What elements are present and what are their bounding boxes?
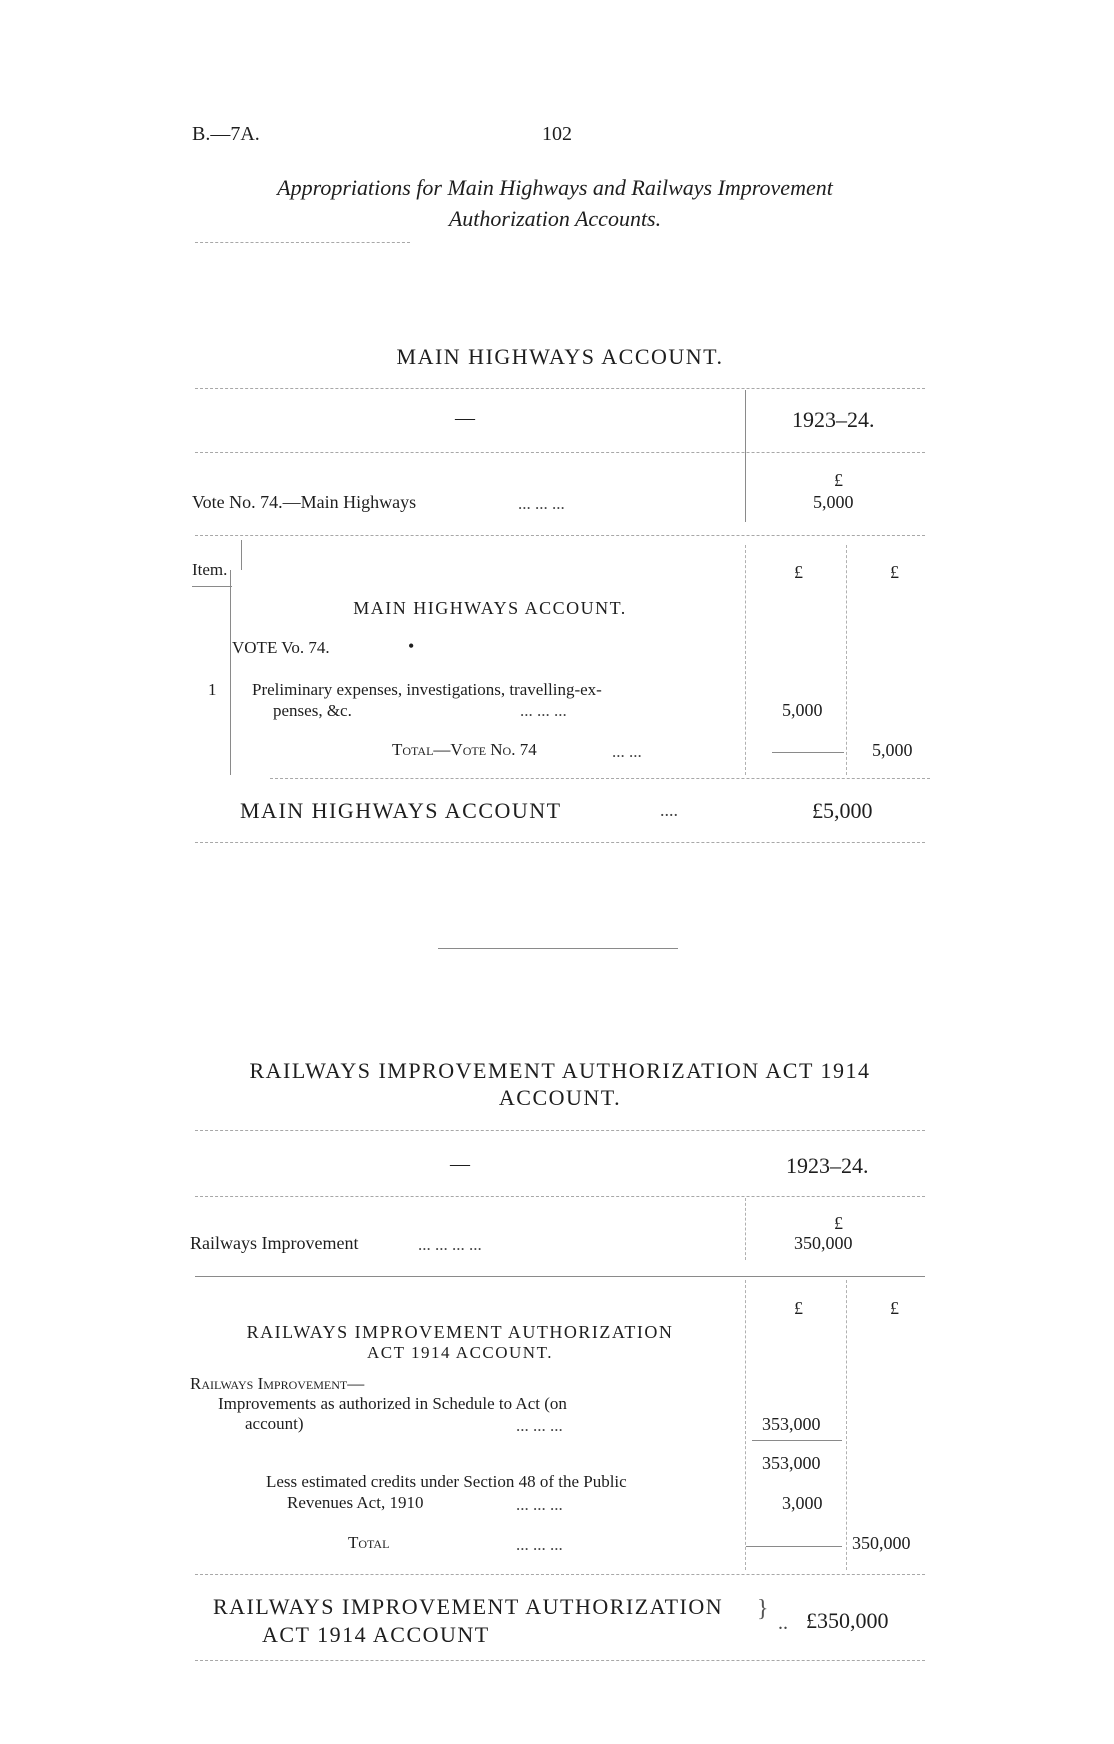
main-highways-total-amount: £5,000 — [812, 798, 873, 823]
railways-detail-heading-line-2: ACT 1914 ACCOUNT. — [367, 1343, 553, 1362]
page-title-line-1: Appropriations for Main Highways and Railways Improvement — [277, 175, 833, 200]
item-column-divider — [230, 570, 231, 775]
railways-detail-column-divider-1 — [745, 1280, 746, 1570]
railways-less-amount: 3,000 — [782, 1493, 823, 1513]
item-column-divider-top — [241, 540, 242, 570]
railways-summary-top-rule — [195, 1130, 925, 1131]
main-highways-total-label: MAIN HIGHWAYS ACCOUNT — [240, 798, 562, 823]
summary-year-heading: 1923–24. — [792, 407, 875, 432]
vote-total-leader: ... ... — [612, 742, 642, 761]
summary-currency: £ — [834, 470, 843, 490]
title-underline — [195, 242, 410, 243]
railways-total-amount: 350,000 — [852, 1533, 911, 1553]
item-description-line-2: penses, &c. — [273, 701, 352, 720]
railways-item-rule — [752, 1440, 842, 1441]
railways-item-leader: ... ... ... — [516, 1416, 563, 1435]
railways-summary-label: Railways Improvement — [190, 1233, 359, 1253]
railways-total-label: Total — [348, 1533, 390, 1552]
section-separator — [438, 948, 678, 949]
railways-detail-bottom-rule — [195, 1574, 925, 1575]
railways-total-rule — [746, 1546, 842, 1547]
railways-less-line-1: Less estimated credits under Section 48 of the Public — [266, 1472, 627, 1491]
summary-dash: — — [455, 407, 475, 429]
vote-total-amount: 5,000 — [872, 740, 913, 760]
page-number: 102 — [542, 123, 572, 145]
railways-summary-column-divider — [745, 1198, 746, 1260]
detail-sub-heading: MAIN HIGHWAYS ACCOUNT. — [353, 598, 627, 618]
railways-less-leader: ... ... ... — [516, 1495, 563, 1514]
vote-label: Vote No. 74.—Main Highways — [192, 492, 417, 512]
item-header: Item. — [192, 560, 228, 579]
detail-column-divider-2 — [846, 545, 847, 775]
item-header-underline — [192, 586, 232, 587]
vote-total-label: Total—Vote No. 74 — [392, 740, 537, 759]
railways-total-label-line-2: ACT 1914 ACCOUNT — [262, 1622, 490, 1647]
main-highways-footer-rule — [195, 842, 925, 843]
railways-year-heading: 1923–24. — [786, 1153, 869, 1178]
railways-summary-bottom-rule — [195, 1276, 925, 1277]
railways-item-amount: 353,000 — [762, 1414, 821, 1434]
summary-bottom-rule — [195, 535, 925, 536]
detail-column-divider-1 — [745, 545, 746, 775]
detail-currency-1: £ — [794, 562, 803, 582]
vote-amount: 5,000 — [813, 492, 854, 512]
main-highways-heading: MAIN HIGHWAYS ACCOUNT. — [396, 344, 724, 369]
summary-header-rule — [195, 452, 925, 453]
railways-less-line-2: Revenues Act, 1910 — [287, 1493, 424, 1512]
detail-currency-2: £ — [890, 562, 899, 582]
railways-footer-rule — [195, 1660, 925, 1661]
railways-heading-line-2: ACCOUNT. — [498, 1085, 622, 1110]
railways-summary-header-rule — [195, 1196, 925, 1197]
railways-detail-heading-line-1: RAILWAYS IMPROVEMENT AUTHORIZATION — [246, 1322, 674, 1342]
railways-footer-amount: £350,000 — [806, 1608, 889, 1633]
main-highways-total-leader: .... — [660, 800, 678, 820]
railways-detail-currency-2: £ — [890, 1298, 899, 1318]
railways-detail-column-divider-2 — [846, 1280, 847, 1570]
railways-summary-amount: 350,000 — [794, 1233, 853, 1253]
railways-footer-brace: } — [757, 1596, 769, 1622]
document-reference: B.—7A. — [192, 123, 260, 145]
railways-footer-leader: .. — [778, 1612, 788, 1634]
railways-summary-leader: ... ... ... ... — [418, 1235, 482, 1254]
vote-total-rule — [772, 752, 844, 753]
railways-category: Railways Improvement— — [190, 1374, 365, 1393]
railways-summary-currency: £ — [834, 1213, 843, 1233]
item-leader: ... ... ... — [520, 701, 567, 720]
railways-item-line-1: Improvements as authorized in Schedule to Act (on — [218, 1394, 567, 1413]
railways-total-label-line-1: RAILWAYS IMPROVEMENT AUTHORIZATION — [213, 1594, 724, 1619]
railways-summary-dash: — — [450, 1153, 470, 1175]
railways-subtotal: 353,000 — [762, 1453, 821, 1473]
item-number: 1 — [208, 680, 217, 699]
vote-leader: ... ... ... — [518, 494, 565, 513]
detail-bottom-rule — [270, 778, 930, 779]
railways-item-line-2: account) — [245, 1414, 304, 1433]
summary-top-rule — [195, 388, 925, 389]
vote-sub-heading: VOTE Vo. 74. — [232, 638, 330, 657]
railways-total-leader: ... ... ... — [516, 1535, 563, 1554]
railways-detail-currency-1: £ — [794, 1298, 803, 1318]
summary-column-divider — [745, 390, 746, 522]
item-description-line-1: Preliminary expenses, investigations, travelling-ex- — [252, 680, 602, 699]
stray-mark: • — [408, 636, 415, 656]
railways-heading-line-1: RAILWAYS IMPROVEMENT AUTHORIZATION ACT 1914 — [249, 1058, 871, 1083]
page-title-line-2: Authorization Accounts. — [448, 206, 662, 231]
item-amount: 5,000 — [782, 700, 823, 720]
